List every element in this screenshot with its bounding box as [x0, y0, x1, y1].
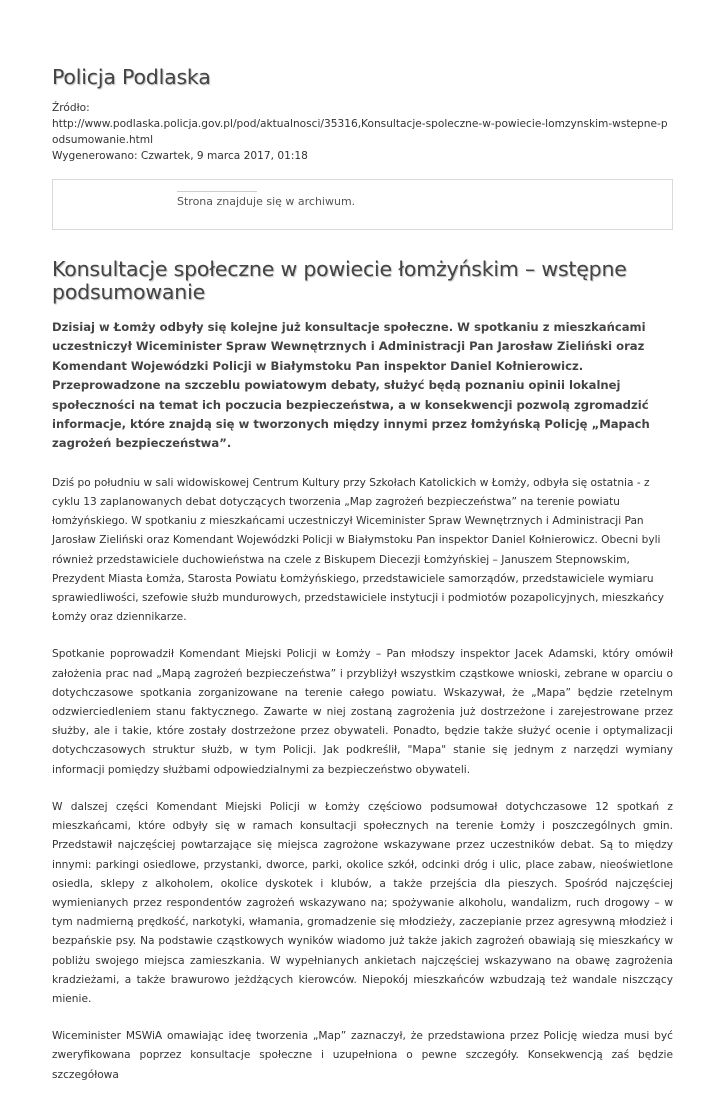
article-body: [52, 474, 673, 1085]
archive-divider: [177, 191, 257, 192]
site-title: Policja Podlaska: [52, 65, 211, 89]
article-paragraph: Dziś po południu w sali widowiskowej Centrum Kultury przy Szkołach Katolickich w Łomży, odbyła się ostatnia - z cyklu 13 zaplanowanych debat dotyczących tworzenia „Map zagrożeń bezpieczeństwa” na terenie powiatu łomżyńskiego. W spotkaniu z mieszkańcami uczestniczył Wiceminister Spraw Wewnętrznych i Administracji Pan Jarosław Zieliński oraz Komendant Wojewódzki Policji w Białymstoku Pan inspektor Daniel Kołnierowicz. Obecni byli również przedstawiciele duchowieństwa na czele z Biskupem Diecezji Łomżyńskiej – Januszem Stepnowskim, Prezydent Miasta Łomża, Starosta Powiatu Łomżyńskiego, przedstawiciele samorządów, przedstawiciele wymiaru sprawiedliwości, szefowie służb mundurowych, przedstawiciele instytucji i podmiotów pozapolicyjnych, mieszkańcy Łomży oraz dziennikarze.: [52, 476, 664, 624]
archive-note: Strona znajduje się w archiwum.: [177, 195, 356, 208]
article-lead: Dzisiaj w Łomży odbyły się kolejne już konsultacje społeczne. W spotkaniu z mieszkańcami uczestniczył Wiceminister Spraw Wewnętrznych i Administracji Pan Jarosław Zieliński oraz Komendant Wojewódzki Policji w Białymstoku Pan inspektor Daniel Kołnierowicz. Przeprowadzone na szczeblu powiatowym debaty, służyć będą poznaniu opinii lokalnej społeczności na temat ich poczucia bezpieczeństwa, a w konsekwencji pozwolą zgromadzić informacje, które znajdą się w tworzonych między innymi przez łomżyńską Policję „Mapach zagrożeń bezpieczeństwa”.: [52, 320, 650, 451]
article-paragraph: Spotkanie poprowadził Komendant Miejski Policji w Łomży – Pan młodszy inspektor Jacek Adamski, który omówił założenia prac nad „Mapą zagrożeń bezpieczeństwa” i przybliżył wszystkim cząstkowe wnioski, zebrane w oparciu o dotychczasowe spotkania zorganizowane na terenie całego powiatu. Wskazywał, że „Mapa” będzie rzetelnym odzwierciedleniem stanu faktycznego. Zawarte w niej zostaną zagrożenia już dostrzeżone i zarejestrowane przez służby, ale i takie, które zostały dostrzeżone przez obywateli. Ponadto, będzie także służyć ocenie i optymalizacji dotychczasowych struktur służb, w tym Policji. Jak podkreślił, "Mapa" stanie się jednym z narzędzi wymiany informacji pomiędzy służbami odpowiedzialnymi za bezpieczeństwo obywateli.: [52, 648, 673, 776]
article-paragraph: W dalszej części Komendant Miejski Policji w Łomży częściowo podsumował dotychczasowe 12 spotkań z mieszkańcami, które odbyły się w ramach konsultacji społecznych na terenie Łomży i poszczególnych gmin. Przedstawił najczęściej powtarzające się miejsca zagrożone wskazywane przez uczestników debat. Są to między innymi: parkingi osiedlowe, przystanki, dworce, parki, okolice szkół, odcinki dróg i ulic, place zabaw, nieoświetlone osiedla, sklepy z alkoholem, okolice dyskotek i klubów, a także przejścia dla pieszych. Spośród najczęściej wymienianych przez respondentów zagrożeń wskazywano na; spożywanie alkoholu, wandalizm, ruch drogowy – w tym nadmierną prędkość, narkotyki, włamania, gromadzenie się młodzieży, zaczepianie przez agresywną młodzież i bezpańskie psy. Na podstawie cząstkowych wyników wiadomo już także jakich zagrożeń obawiają się mieszkańcy w pobliżu swojego miejsca zamieszkania. W wypełnianych ankietach najczęściej wskazywano na obawę zagrożenia kradzieżami, a także brawurowo jeżdżących kierowców. Niepokój mieszkańców wzbudzają też wandale niszczący mienie.: [52, 800, 673, 1005]
source-label: Źródło:: [52, 102, 90, 114]
generated-date: Wygenerowano: Czwartek, 9 marca 2017, 01:18: [52, 150, 308, 162]
article-paragraph: Wiceminister MSWiA omawiając ideę tworzenia „Map” zaznaczył, że przedstawiona przez Policję wiedza musi być zweryfikowana poprzez konsultacje społeczne i uzupełniona o pewne szczegóły. Konsekwencją zaś będzie szczegółowa: [52, 1030, 673, 1081]
document-page: [52, 62, 673, 1095]
article-title: Konsultacje społeczne w powiecie łomżyńskim – wstępne podsumowanie: [52, 257, 627, 304]
archive-notice: [52, 179, 673, 230]
source-url[interactable]: http://www.podlaska.policja.gov.pl/pod/aktualnosci/35316,Konsultacje-spoleczne-w-powiecie-lomzynskim-wstepne-podsumowanie.html: [52, 118, 668, 146]
source-meta: [52, 100, 673, 164]
